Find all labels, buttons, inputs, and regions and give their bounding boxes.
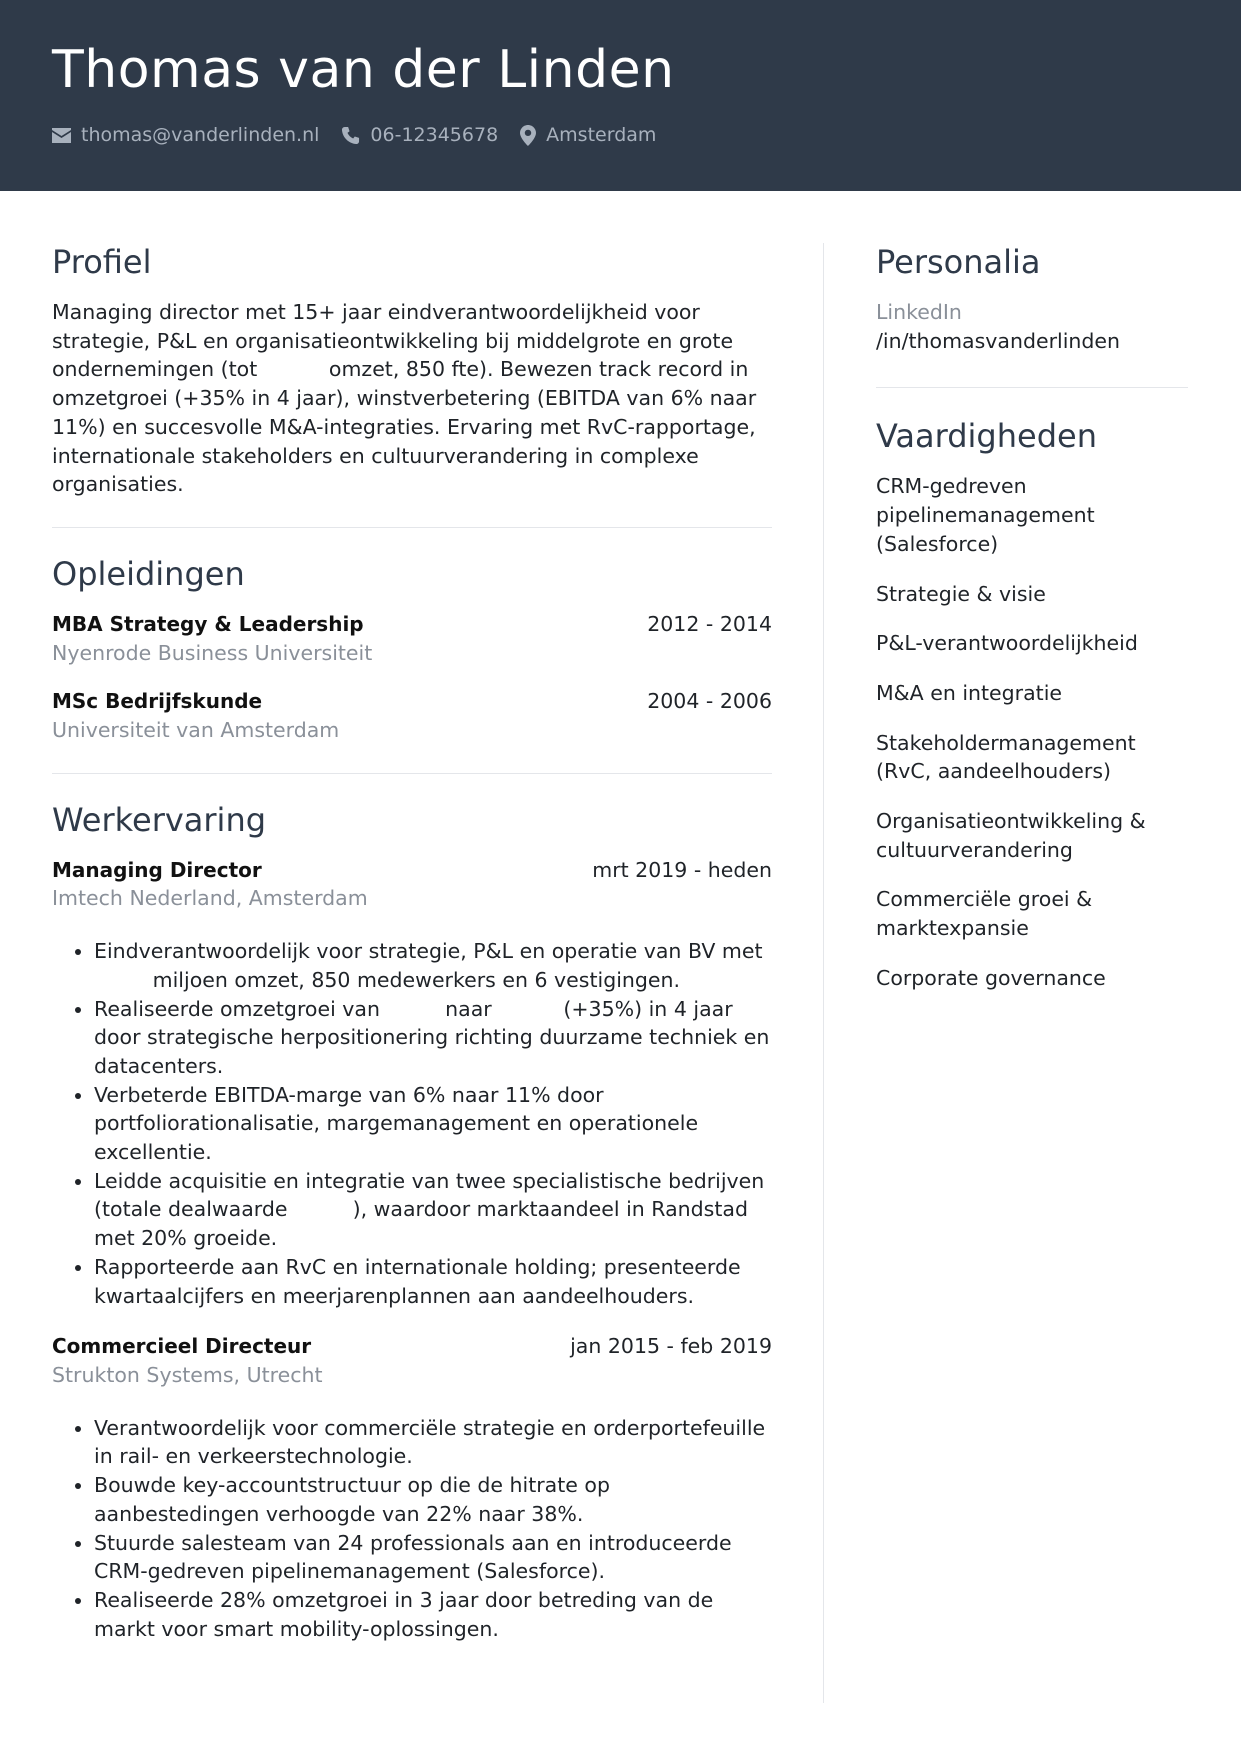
- section-divider: [876, 387, 1188, 388]
- skill-item: M&A en integratie: [876, 680, 1063, 705]
- job-company: Imtech Nederland, Amsterdam: [52, 886, 368, 911]
- contact-bar: [52, 122, 678, 148]
- skill-item: CRM-gedreven pipelinemanagement (Salesforce): [876, 474, 1095, 556]
- profile-text: Managing director met 15+ jaar eindverantwoordelijkheid voor strategie, P&L en organisatieontwikkeling bij middelgrote en grote ondernemingen (tot omzet, 850 fte). Bewezen track record in omzetgroei (+35% in 4 jaar), winstverbetering (EBITDA van 6% naar 11%) en succesvolle M&A-integraties. Ervaring met RvC-rapportage, internationale stakeholders en cultuurverandering in complexe organisaties.: [52, 300, 757, 497]
- experience-title: Werkervaring: [52, 800, 267, 839]
- job-entry: [52, 856, 772, 1311]
- job-bullet: • Rapporteerde aan RvC en internationale holding; presenteerde kwartaalcijfers en meerjarenplannen aan aandeelhouders.: [94, 1253, 772, 1310]
- education-title: Opleidingen: [52, 554, 245, 593]
- column-divider: [823, 243, 824, 1703]
- education-school: Universiteit van Amsterdam: [52, 718, 340, 743]
- job-bullet: • Eindverantwoordelijk voor strategie, P&L en operatie van BV met miljoen omzet, 850 medewerkers en 6 vestigingen.: [94, 937, 772, 994]
- job-bullet: • Realiseerde 28% omzetgroei in 3 jaar door betreding van de markt voor smart mobility-oplossingen.: [94, 1586, 772, 1643]
- personal-title: Personalia: [876, 243, 1041, 281]
- location-text: Amsterdam: [546, 124, 657, 146]
- contact-phone[interactable]: [341, 124, 498, 146]
- education-entry: [52, 610, 772, 667]
- skills-section: [876, 418, 1188, 992]
- envelope-icon: [52, 128, 71, 143]
- email-text: thomas@vanderlinden.nl: [81, 124, 320, 146]
- phone-text: 06-12345678: [370, 124, 499, 146]
- education-section: [52, 556, 772, 745]
- contact-email[interactable]: [52, 124, 319, 146]
- job-role: Commercieel Directeur: [52, 1334, 312, 1359]
- contact-location: [520, 124, 656, 146]
- skill-item: Strategie & visie: [876, 581, 1046, 606]
- section-divider: [52, 773, 772, 774]
- job-bullet: • Verantwoordelijk voor commerciële strategie en orderportefeuille in rail- en verkeerstechnologie.: [94, 1414, 772, 1471]
- job-bullet: • Stuurde salesteam van 24 professionals aan en introduceerde CRM-gedreven pipelinemanagement (Salesforce).: [94, 1529, 772, 1586]
- job-bullet: • Verbeterde EBITDA-marge van 6% naar 11% door portfoliorationalisatie, margemanagement en operationele excellentie.: [94, 1081, 772, 1167]
- skill-item: Corporate governance: [876, 965, 1106, 990]
- sidebar-column: [876, 244, 1188, 1014]
- candidate-name: Thomas van der Linden: [52, 40, 675, 100]
- section-divider: [52, 527, 772, 528]
- skill-item: Stakeholdermanagement (RvC, aandeelhouders): [876, 730, 1136, 784]
- skill-item: Commerciële groei & marktexpansie: [876, 887, 1093, 941]
- phone-icon: [341, 126, 360, 145]
- education-dates: 2012 - 2014: [647, 611, 772, 636]
- personal-section: [876, 244, 1188, 355]
- education-degree: MSc Bedrijfskunde: [52, 689, 263, 714]
- skill-item: Organisatieontwikkeling & cultuurverandering: [876, 809, 1146, 862]
- job-role: Managing Director: [52, 857, 262, 882]
- job-entry: [52, 1332, 772, 1643]
- skill-item: P&L-verantwoordelijkheid: [876, 631, 1138, 656]
- education-entry: [52, 687, 772, 744]
- main-column: [52, 244, 772, 1665]
- header-banner: [0, 0, 1241, 191]
- job-company: Strukton Systems, Utrecht: [52, 1362, 323, 1387]
- job-bullets: [52, 937, 772, 1310]
- job-bullet: • Realiseerde omzetgroei van naar (+35%) in 4 jaar door strategische herpositionering richting duurzame techniek en datacenters.: [94, 995, 772, 1081]
- education-school: Nyenrode Business Universiteit: [52, 640, 373, 665]
- job-bullet: • Leidde acquisitie en integratie van twee specialistische bedrijven (totale dealwaarde ), waardoor marktaandeel in Randstad met 20% groeide.: [94, 1167, 772, 1253]
- job-dates: mrt 2019 - heden: [592, 857, 772, 882]
- linkedin-value[interactable]: /in/thomasvanderlinden: [876, 328, 1121, 353]
- linkedin-label: LinkedIn: [876, 300, 962, 324]
- job-dates: jan 2015 - feb 2019: [570, 1334, 772, 1359]
- education-degree: MBA Strategy & Leadership: [52, 611, 364, 636]
- skills-title: Vaardigheden: [876, 417, 1097, 456]
- map-pin-icon: [520, 125, 536, 146]
- job-bullets: [52, 1414, 772, 1644]
- experience-section: [52, 802, 772, 1644]
- profile-title: Profiel: [52, 243, 152, 281]
- job-bullet: • Bouwde key-accountstructuur op die de hitrate op aanbestedingen verhoogde van 22% naar 38%.: [94, 1471, 772, 1528]
- profile-section: [52, 244, 772, 499]
- education-dates: 2004 - 2006: [647, 689, 772, 714]
